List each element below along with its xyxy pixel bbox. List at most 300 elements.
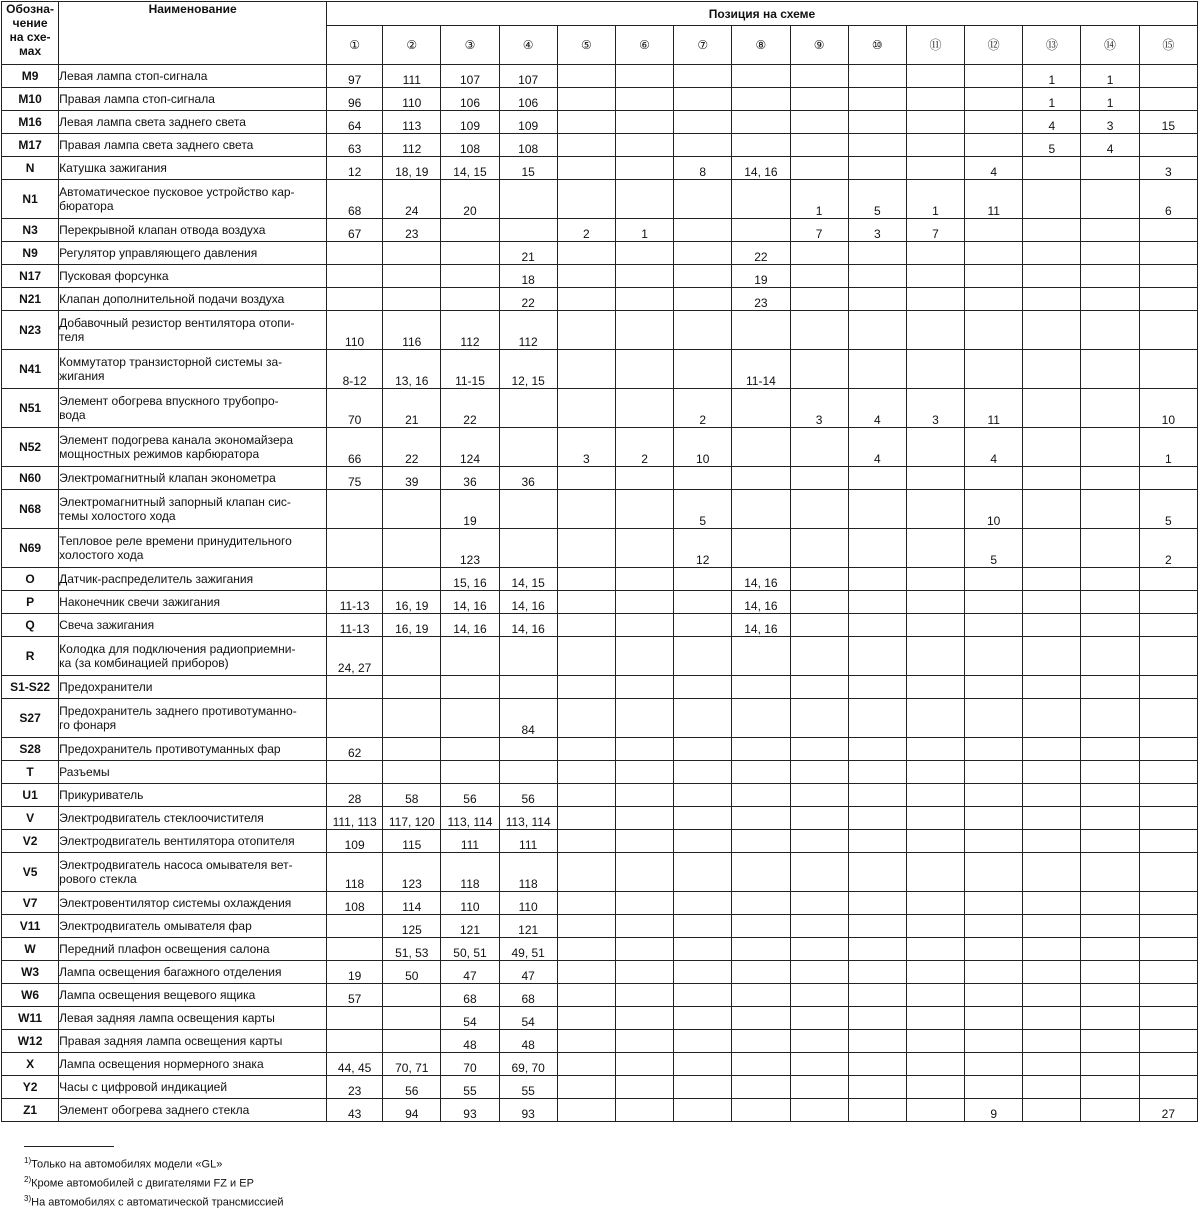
position-cell: [674, 738, 732, 761]
position-cell: [441, 676, 499, 699]
position-cell: [732, 311, 790, 350]
position-cell: [848, 242, 906, 265]
position-cell: [790, 830, 848, 853]
position-cell: [615, 88, 673, 111]
position-cell: 18, 19: [383, 157, 441, 180]
row-name: Электродвигатель насоса омывателя вет- рового стекла: [59, 853, 327, 892]
position-cell: [615, 111, 673, 134]
footnote-text: Только на автомобилях модели «GL»: [31, 1158, 223, 1171]
position-cell: [615, 915, 673, 938]
position-cell: [732, 1076, 790, 1099]
position-cell: [674, 1099, 732, 1122]
position-cell: 96: [327, 88, 383, 111]
position-cell: 22: [499, 288, 557, 311]
position-cell: [615, 389, 673, 428]
position-cell: [790, 265, 848, 288]
row-code: N17: [2, 265, 59, 288]
position-cell: [965, 984, 1023, 1007]
position-cell: [790, 591, 848, 614]
position-cell: [848, 853, 906, 892]
position-cell: [790, 111, 848, 134]
position-cell: [965, 915, 1023, 938]
position-cell: 47: [441, 961, 499, 984]
position-cell: 3: [848, 219, 906, 242]
position-cell: [615, 938, 673, 961]
position-cell: [732, 761, 790, 784]
position-cell: [732, 738, 790, 761]
position-cell: [557, 738, 615, 761]
row-code: N9: [2, 242, 59, 265]
position-number: ②: [383, 26, 441, 65]
row-code: N41: [2, 350, 59, 389]
position-cell: 24, 27: [327, 637, 383, 676]
position-cell: 10: [674, 428, 732, 467]
position-cell: [1139, 350, 1197, 389]
position-cell: [1139, 1030, 1197, 1053]
position-cell: 23: [732, 288, 790, 311]
position-cell: 36: [499, 467, 557, 490]
position-cell: [906, 915, 964, 938]
position-cell: 116: [383, 311, 441, 350]
position-cell: [1081, 288, 1139, 311]
position-cell: 5: [1139, 490, 1197, 529]
position-cell: 7: [906, 219, 964, 242]
position-cell: [906, 961, 964, 984]
position-cell: 84: [499, 699, 557, 738]
position-cell: [790, 1007, 848, 1030]
position-cell: [906, 1076, 964, 1099]
position-cell: [965, 65, 1023, 88]
position-cell: [1139, 676, 1197, 699]
position-cell: 118: [441, 853, 499, 892]
row-code: M10: [2, 88, 59, 111]
position-cell: 2: [557, 219, 615, 242]
position-cell: 121: [441, 915, 499, 938]
position-number: ⑬: [1023, 26, 1081, 65]
position-cell: 68: [441, 984, 499, 1007]
row-name: Свеча зажигания: [59, 614, 327, 637]
position-cell: [848, 311, 906, 350]
position-cell: 19: [327, 961, 383, 984]
position-cell: [1139, 961, 1197, 984]
position-cell: [1139, 830, 1197, 853]
position-cell: [674, 961, 732, 984]
position-cell: 1: [1023, 65, 1081, 88]
position-cell: [790, 1053, 848, 1076]
row-code: O: [2, 568, 59, 591]
position-cell: [1023, 1030, 1081, 1053]
position-cell: [1081, 311, 1139, 350]
position-cell: [557, 938, 615, 961]
position-cell: [848, 938, 906, 961]
position-cell: 24: [383, 180, 441, 219]
row-name: Автоматическое пусковое устройство кар- бюратора: [59, 180, 327, 219]
position-cell: [1139, 311, 1197, 350]
position-cell: 1: [1139, 428, 1197, 467]
position-cell: [441, 738, 499, 761]
position-cell: [790, 134, 848, 157]
position-cell: [1023, 938, 1081, 961]
row-code: S27: [2, 699, 59, 738]
row-name: Часы с цифровой индикацией: [59, 1076, 327, 1099]
position-cell: [1081, 637, 1139, 676]
table-row: [2, 265, 1198, 288]
position-cell: [1023, 738, 1081, 761]
position-cell: 4: [848, 428, 906, 467]
position-cell: [906, 490, 964, 529]
row-name: Элемент подогрева канала экономайзера мощностных режимов карбюратора: [59, 428, 327, 467]
position-cell: 11: [965, 180, 1023, 219]
position-cell: [790, 242, 848, 265]
position-cell: 12: [327, 157, 383, 180]
position-cell: [441, 265, 499, 288]
position-cell: [848, 265, 906, 288]
position-cell: [906, 614, 964, 637]
row-code: W3: [2, 961, 59, 984]
position-cell: [615, 490, 673, 529]
position-cell: [1023, 807, 1081, 830]
position-cell: [674, 350, 732, 389]
position-cell: [906, 784, 964, 807]
position-cell: [557, 961, 615, 984]
position-cell: [732, 1030, 790, 1053]
position-cell: 18: [499, 265, 557, 288]
position-cell: [674, 699, 732, 738]
position-cell: [790, 984, 848, 1007]
position-cell: [790, 637, 848, 676]
position-cell: [557, 157, 615, 180]
position-cell: [1081, 180, 1139, 219]
position-cell: [1081, 568, 1139, 591]
row-name: Колодка для подключения радиоприемни- ка (за комбинацией приборов): [59, 637, 327, 676]
position-cell: [615, 467, 673, 490]
position-cell: [965, 637, 1023, 676]
row-code: V5: [2, 853, 59, 892]
position-cell: 36: [441, 467, 499, 490]
position-cell: [790, 676, 848, 699]
position-cell: [732, 219, 790, 242]
position-cell: [1023, 637, 1081, 676]
position-cell: [674, 915, 732, 938]
position-cell: [732, 65, 790, 88]
position-cell: [557, 915, 615, 938]
position-cell: 12, 15: [499, 350, 557, 389]
position-cell: 106: [499, 88, 557, 111]
position-cell: [327, 242, 383, 265]
position-cell: [732, 1099, 790, 1122]
position-cell: [1023, 529, 1081, 568]
position-cell: [1081, 938, 1139, 961]
position-cell: [1023, 1007, 1081, 1030]
position-cell: [615, 784, 673, 807]
position-cell: 22: [732, 242, 790, 265]
position-cell: 121: [499, 915, 557, 938]
position-cell: [965, 288, 1023, 311]
position-cell: 13, 16: [383, 350, 441, 389]
row-code: W: [2, 938, 59, 961]
position-cell: [1081, 467, 1139, 490]
position-cell: [383, 984, 441, 1007]
position-cell: [906, 761, 964, 784]
position-cell: [906, 699, 964, 738]
position-cell: [790, 490, 848, 529]
row-name: Добавочный резистор вентилятора отопи- теля: [59, 311, 327, 350]
row-name: Предохранители: [59, 676, 327, 699]
position-cell: 1: [1081, 88, 1139, 111]
position-cell: [848, 637, 906, 676]
position-cell: 4: [965, 157, 1023, 180]
position-cell: [965, 568, 1023, 591]
position-cell: [906, 1053, 964, 1076]
row-code: N1: [2, 180, 59, 219]
position-cell: [674, 1053, 732, 1076]
position-cell: [906, 265, 964, 288]
position-cell: [1023, 761, 1081, 784]
position-cell: [615, 1099, 673, 1122]
position-cell: 57: [327, 984, 383, 1007]
position-cell: [1081, 830, 1139, 853]
position-cell: [848, 984, 906, 1007]
position-cell: [674, 467, 732, 490]
row-name: Регулятор управляющего давления: [59, 242, 327, 265]
row-name: Пусковая форсунка: [59, 265, 327, 288]
row-name: Лампа освещения багажного отделения: [59, 961, 327, 984]
position-cell: [615, 1053, 673, 1076]
row-code: S28: [2, 738, 59, 761]
position-cell: [906, 428, 964, 467]
position-cell: 2: [615, 428, 673, 467]
position-cell: [1139, 591, 1197, 614]
position-cell: 69, 70: [499, 1053, 557, 1076]
row-code: N52: [2, 428, 59, 467]
position-cell: [327, 761, 383, 784]
position-cell: [965, 761, 1023, 784]
position-cell: [732, 676, 790, 699]
position-cell: [906, 676, 964, 699]
position-cell: [790, 467, 848, 490]
position-cell: [848, 961, 906, 984]
position-number: ⑫: [965, 26, 1023, 65]
position-cell: [674, 111, 732, 134]
position-cell: [499, 219, 557, 242]
position-cell: 68: [499, 984, 557, 1007]
position-cell: [557, 529, 615, 568]
position-cell: [732, 490, 790, 529]
position-cell: [906, 134, 964, 157]
position-cell: [848, 288, 906, 311]
position-cell: 109: [327, 830, 383, 853]
row-name: Предохранитель заднего противотуманно- го фонаря: [59, 699, 327, 738]
position-cell: 10: [1139, 389, 1197, 428]
position-cell: [615, 1030, 673, 1053]
position-cell: [327, 676, 383, 699]
position-cell: [965, 219, 1023, 242]
position-cell: [674, 65, 732, 88]
position-cell: [790, 761, 848, 784]
table-row: [2, 761, 1198, 784]
position-cell: [906, 807, 964, 830]
position-cell: [674, 784, 732, 807]
position-cell: [557, 389, 615, 428]
position-cell: 70: [441, 1053, 499, 1076]
position-cell: [965, 784, 1023, 807]
table-row: [2, 853, 1198, 892]
position-cell: [965, 830, 1023, 853]
position-cell: 16, 19: [383, 614, 441, 637]
row-name: Передний плафон освещения салона: [59, 938, 327, 961]
position-cell: [732, 1007, 790, 1030]
position-cell: [674, 219, 732, 242]
position-cell: 115: [383, 830, 441, 853]
row-name: Датчик-распределитель зажигания: [59, 568, 327, 591]
position-cell: [1023, 984, 1081, 1007]
position-cell: 110: [441, 892, 499, 915]
position-cell: [1023, 157, 1081, 180]
position-cell: [790, 350, 848, 389]
row-name: Клапан дополнительной подачи воздуха: [59, 288, 327, 311]
position-cell: [1023, 490, 1081, 529]
position-cell: [848, 591, 906, 614]
position-cell: [557, 467, 615, 490]
position-cell: [1081, 699, 1139, 738]
position-cell: [441, 288, 499, 311]
position-cell: [499, 738, 557, 761]
position-cell: [1139, 915, 1197, 938]
position-cell: [848, 761, 906, 784]
position-cell: 58: [383, 784, 441, 807]
position-cell: [732, 1053, 790, 1076]
position-cell: 112: [499, 311, 557, 350]
row-code: Q: [2, 614, 59, 637]
position-cell: 117, 120: [383, 807, 441, 830]
position-cell: [1081, 915, 1139, 938]
position-cell: [848, 111, 906, 134]
position-cell: [674, 1030, 732, 1053]
row-name: Электродвигатель вентилятора отопителя: [59, 830, 327, 853]
position-cell: [1081, 490, 1139, 529]
position-cell: [965, 961, 1023, 984]
position-cell: [1023, 428, 1081, 467]
position-cell: [732, 88, 790, 111]
position-cell: [615, 134, 673, 157]
row-code: V: [2, 807, 59, 830]
position-cell: [965, 699, 1023, 738]
footnote-mark: 2): [24, 1175, 32, 1184]
position-number: ⑭: [1081, 26, 1139, 65]
position-cell: [906, 853, 964, 892]
position-cell: [383, 637, 441, 676]
position-cell: [615, 157, 673, 180]
position-cell: [1023, 892, 1081, 915]
position-cell: [1081, 853, 1139, 892]
table-row: [2, 1007, 1198, 1030]
position-cell: [615, 180, 673, 219]
position-cell: [848, 134, 906, 157]
table-row: [2, 157, 1198, 180]
position-cell: [1023, 1076, 1081, 1099]
row-code: U1: [2, 784, 59, 807]
table-row: [2, 88, 1198, 111]
position-cell: [906, 1099, 964, 1122]
position-cell: [1139, 1076, 1197, 1099]
row-code: V11: [2, 915, 59, 938]
position-cell: [732, 637, 790, 676]
position-cell: [1023, 180, 1081, 219]
position-cell: [674, 180, 732, 219]
position-cell: 111, 113: [327, 807, 383, 830]
position-cell: [732, 529, 790, 568]
position-cell: 68: [327, 180, 383, 219]
position-cell: 8: [674, 157, 732, 180]
position-cell: [790, 614, 848, 637]
position-cell: [615, 591, 673, 614]
table-row: [2, 288, 1198, 311]
footnote: [24, 1170, 624, 1189]
footnote-mark: 3): [24, 1194, 32, 1203]
position-cell: 11: [965, 389, 1023, 428]
position-cell: [906, 637, 964, 676]
position-cell: [732, 467, 790, 490]
position-cell: [441, 761, 499, 784]
row-name: Электродвигатель стеклоочистителя: [59, 807, 327, 830]
position-cell: [732, 807, 790, 830]
position-cell: [906, 311, 964, 350]
position-cell: 54: [441, 1007, 499, 1030]
position-cell: 54: [499, 1007, 557, 1030]
position-cell: [1081, 614, 1139, 637]
position-cell: [615, 892, 673, 915]
position-cell: [965, 350, 1023, 389]
position-cell: 108: [499, 134, 557, 157]
table-row: [2, 699, 1198, 738]
row-code: S1-S22: [2, 676, 59, 699]
table-row: [2, 242, 1198, 265]
position-cell: [1023, 591, 1081, 614]
position-cell: [1081, 892, 1139, 915]
position-cell: [965, 738, 1023, 761]
position-cell: [1023, 830, 1081, 853]
position-cell: 14, 16: [732, 568, 790, 591]
table-row: [2, 676, 1198, 699]
position-cell: [790, 88, 848, 111]
position-cell: [383, 699, 441, 738]
position-cell: [674, 807, 732, 830]
table-row: [2, 892, 1198, 915]
position-cell: [906, 1007, 964, 1030]
table-row: [2, 428, 1198, 467]
position-cell: [790, 288, 848, 311]
position-cell: [790, 892, 848, 915]
position-cell: [674, 134, 732, 157]
footnote-rule: [24, 1146, 114, 1147]
position-cell: [1081, 676, 1139, 699]
position-cell: [1023, 311, 1081, 350]
position-cell: [499, 389, 557, 428]
row-code: V7: [2, 892, 59, 915]
row-code: N3: [2, 219, 59, 242]
table-row: [2, 111, 1198, 134]
position-cell: 106: [441, 88, 499, 111]
position-cell: [906, 892, 964, 915]
table-row: [2, 938, 1198, 961]
table-row: [2, 807, 1198, 830]
row-name: Наконечник свечи зажигания: [59, 591, 327, 614]
table-row: [2, 490, 1198, 529]
table-row: [2, 1053, 1198, 1076]
position-cell: [615, 614, 673, 637]
position-cell: [1139, 1053, 1197, 1076]
position-cell: 11-14: [732, 350, 790, 389]
